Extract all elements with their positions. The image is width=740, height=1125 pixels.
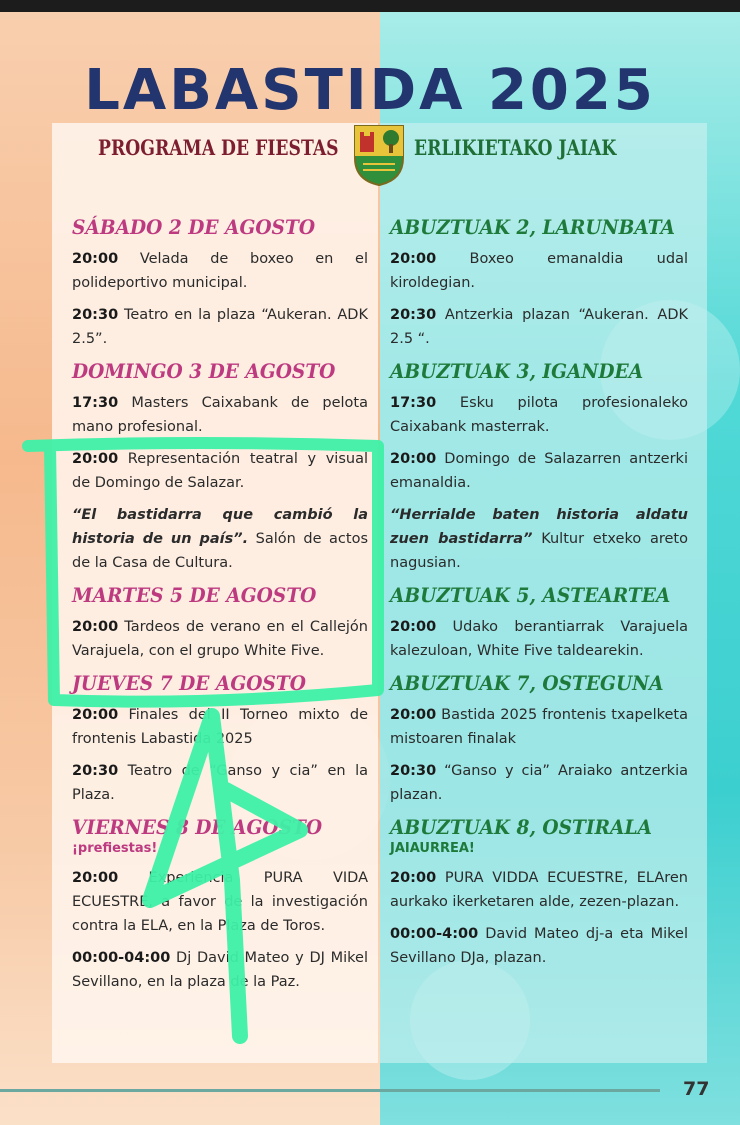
event-time: 20:00	[390, 870, 437, 886]
event-item	[390, 615, 688, 663]
day-heading: ABUZTUAK 2, LARUNBATA	[390, 215, 675, 239]
event-time: 00:00-4:00	[390, 926, 479, 942]
event-quote: “El bastidarra que cambió la historia de un país”.	[72, 507, 368, 547]
event-item	[72, 303, 368, 351]
event-text: Bastida 2025 frontenis txapelketa mistoaren finalak	[390, 707, 688, 747]
event-time: 20:00	[72, 251, 119, 267]
event-time: 20:30	[390, 307, 437, 323]
event-text: Antzerkia plazan “Aukeran. ADK 2.5 “.	[390, 307, 688, 347]
event-item	[390, 447, 688, 495]
event-item	[390, 759, 688, 807]
event-time: 20:00	[72, 619, 119, 635]
event-time: 20:30	[72, 307, 119, 323]
event-text: Kultur etxeko areto nagusian.	[390, 531, 688, 571]
event-time: 00:00-04:00	[72, 950, 171, 966]
event-item	[390, 703, 688, 751]
subtitle-spanish: PROGRAMA DE FIESTAS	[98, 135, 339, 160]
event-item	[390, 247, 688, 295]
event-item	[72, 503, 368, 575]
event-text: PURA VIDDA ECUESTRE, ELAren aurkako ikerketaren alde, zezen-plazan.	[390, 870, 688, 910]
day-note: JAIAURREA!	[390, 841, 475, 856]
footer-line	[0, 1089, 660, 1092]
day-heading: SÁBADO 2 DE AGOSTO	[72, 215, 316, 239]
event-item	[72, 703, 368, 751]
event-item	[72, 247, 368, 295]
column-spanish	[72, 215, 368, 1002]
event-item	[390, 391, 688, 439]
event-time: 17:30	[72, 395, 119, 411]
event-text: Boxeo emanaldia udal kiroldegian.	[390, 251, 688, 291]
event-text: Finales del II Torneo mixto de frontenis Labastida 2025	[72, 707, 368, 747]
event-text: Esku pilota profesionaleko Caixabank masterrak.	[390, 395, 688, 435]
event-item	[72, 391, 368, 439]
event-text: Dj David Mateo y DJ Mikel Sevillano, en la plaza de la Paz.	[72, 950, 368, 990]
event-text: “Ganso y cia” Araiako antzerkia plazan.	[390, 763, 688, 803]
event-text: Udako berantiarrak Varajuela kalezuloan, White Five taldearekin.	[390, 619, 688, 659]
event-item	[390, 922, 688, 970]
event-item	[72, 615, 368, 663]
day-heading: ABUZTUAK 7, OSTEGUNA	[390, 671, 664, 695]
event-text: Velada de boxeo en el polideportivo municipal.	[72, 251, 368, 291]
day-note: ¡prefiestas!	[72, 841, 158, 856]
subtitle-basque: ERLIKIETAKO JAIAK	[414, 135, 617, 160]
event-time: 20:30	[72, 763, 119, 779]
event-text: Domingo de Salazarren antzerki emanaldia.	[390, 451, 688, 491]
event-item	[390, 866, 688, 914]
day-heading: ABUZTUAK 8, OSTIRALA	[390, 815, 652, 839]
event-text: Representación teatral y visual de Domingo de Salazar.	[72, 451, 368, 491]
event-text: Teatro en la plaza “Aukeran. ADK 2.5”.	[72, 307, 368, 347]
event-time: 20:00	[72, 451, 119, 467]
event-time: 17:30	[390, 395, 437, 411]
event-time: 20:00	[390, 251, 437, 267]
event-item	[72, 759, 368, 807]
event-time: 20:00	[390, 619, 437, 635]
event-text: Salón de actos de la Casa de Cultura.	[72, 531, 368, 571]
event-item	[72, 447, 368, 495]
page-title: LABASTIDA 2025	[84, 58, 656, 123]
event-text: Masters Caixabank de pelota mano profesional.	[72, 395, 368, 435]
event-text: Experiencia PURA VIDA ECUESTRE, a favor de la investigación contra la ELA, en la Plaza de Toros.	[72, 870, 368, 934]
day-heading: DOMINGO 3 DE AGOSTO	[72, 359, 336, 383]
event-item	[390, 503, 688, 575]
event-time: 20:30	[390, 763, 437, 779]
event-quote: “Herrialde baten historia aldatu zuen bastidarra”	[390, 507, 688, 547]
day-heading: VIERNES 8 DE AGOSTO	[72, 815, 323, 839]
event-time: 20:00	[72, 870, 119, 886]
day-heading: ABUZTUAK 5, ASTEARTEA	[390, 583, 671, 607]
event-item	[72, 866, 368, 938]
day-heading: JUEVES 7 DE AGOSTO	[72, 671, 306, 695]
top-bar	[0, 0, 740, 12]
event-text: Teatro de “Ganso y cia” en la Plaza.	[72, 763, 368, 803]
page-number: 77	[683, 1078, 710, 1100]
column-basque	[390, 215, 688, 978]
event-time: 20:00	[390, 451, 437, 467]
event-time: 20:00	[72, 707, 119, 723]
event-item	[390, 303, 688, 351]
event-text: Tardeos de verano en el Callejón Varajuela, con el grupo White Five.	[72, 619, 368, 659]
coat-of-arms-icon	[353, 124, 405, 186]
day-heading: ABUZTUAK 3, IGANDEA	[390, 359, 644, 383]
event-time: 20:00	[390, 707, 437, 723]
day-heading: MARTES 5 DE AGOSTO	[72, 583, 317, 607]
event-text: David Mateo dj-a eta Mikel Sevillano DJa, plazan.	[390, 926, 688, 966]
event-item	[72, 946, 368, 994]
